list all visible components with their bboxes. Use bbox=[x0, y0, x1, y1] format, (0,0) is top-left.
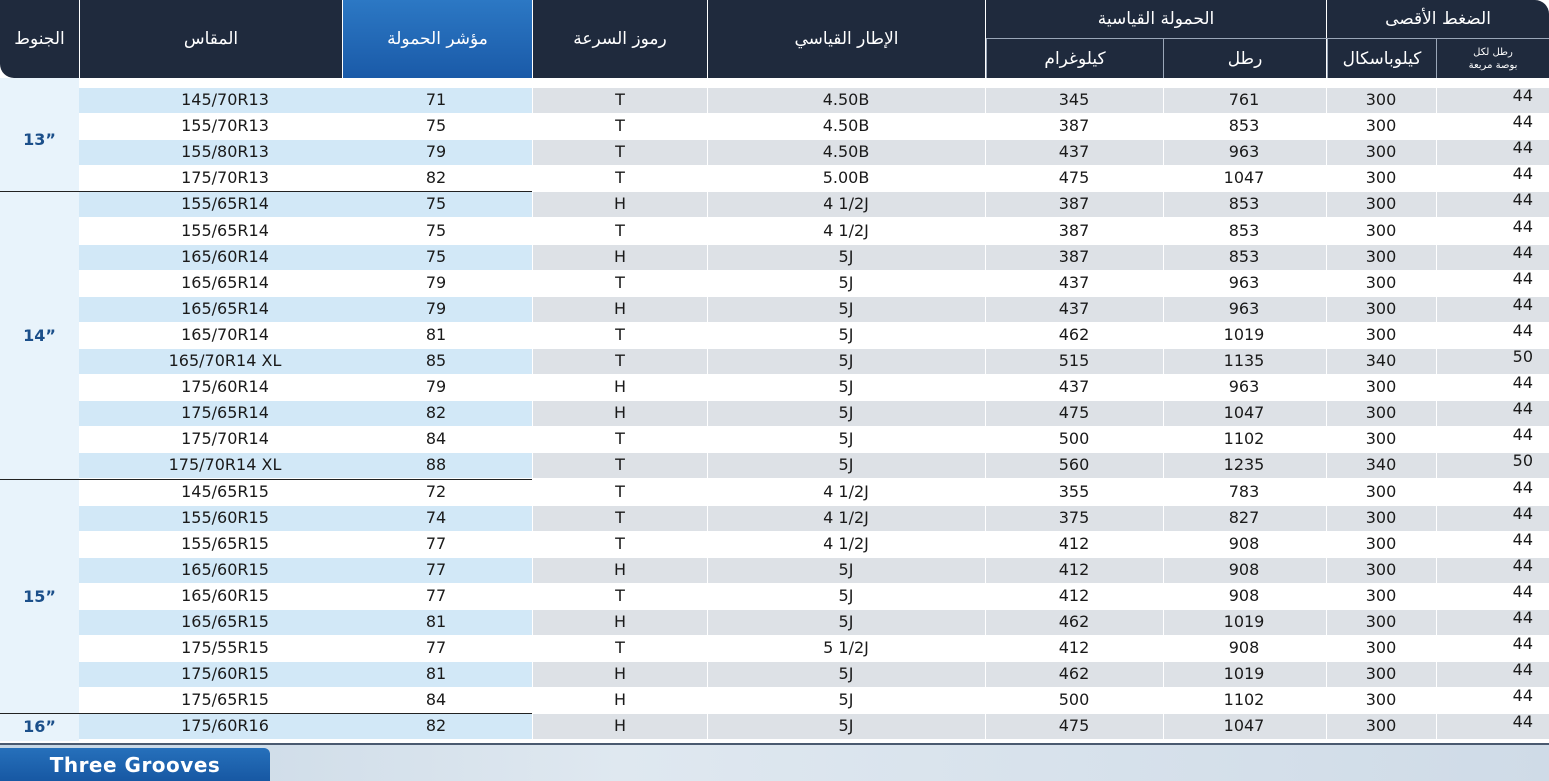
cell-kg: 345 bbox=[1058, 90, 1090, 109]
cell-size: 175/60R16 bbox=[181, 716, 269, 736]
cell-rim: 4 1/2J bbox=[823, 507, 869, 527]
cell-size: 175/60R14 bbox=[181, 377, 269, 397]
cell-speed: T bbox=[615, 168, 625, 188]
cell-speed: H bbox=[613, 403, 627, 423]
table-row bbox=[0, 583, 1549, 609]
cell-speed: H bbox=[613, 612, 627, 631]
cell-speed: H bbox=[613, 194, 627, 214]
cell-lb: 761 bbox=[1228, 90, 1260, 109]
header-kg bbox=[986, 39, 1163, 78]
cell-rim: 5J bbox=[838, 246, 854, 266]
cell-psi: 44 bbox=[1512, 503, 1533, 523]
cell-kpa: 300 bbox=[1365, 690, 1397, 710]
cell-load: 79 bbox=[425, 298, 447, 318]
header-standard-load-label: الحمولة القياسية bbox=[1097, 9, 1215, 29]
cell-psi: 44 bbox=[1512, 634, 1533, 654]
cell-size: 145/70R13 bbox=[181, 90, 269, 109]
cell-size: 155/60R15 bbox=[181, 507, 269, 527]
header-speed-label: رموز السرعة bbox=[573, 29, 667, 49]
cell-lb: 963 bbox=[1228, 272, 1260, 292]
cell-speed: H bbox=[613, 559, 627, 579]
cell-kg: 475 bbox=[1058, 403, 1090, 423]
cell-kg: 437 bbox=[1058, 377, 1090, 397]
table-row bbox=[0, 296, 1549, 322]
cell-kpa: 300 bbox=[1365, 716, 1397, 736]
cell-load: 82 bbox=[425, 168, 447, 188]
cell-rim: 5J bbox=[838, 429, 854, 449]
cell-speed: T bbox=[615, 324, 625, 344]
cell-size: 175/65R14 bbox=[181, 403, 269, 423]
cell-kpa: 300 bbox=[1365, 90, 1397, 109]
cell-rim: 5J bbox=[838, 272, 854, 292]
column-divider bbox=[1326, 78, 1327, 741]
cell-size: 175/70R14 XL bbox=[168, 455, 282, 475]
cell-lb: 783 bbox=[1228, 481, 1260, 501]
cell-load: 74 bbox=[425, 507, 447, 527]
cell-psi: 44 bbox=[1512, 555, 1533, 575]
cell-load: 77 bbox=[425, 559, 447, 579]
column-divider bbox=[707, 78, 708, 741]
cell-speed: T bbox=[615, 455, 625, 475]
header-lb bbox=[1163, 39, 1326, 78]
table-row bbox=[0, 139, 1549, 165]
cell-rim: 5J bbox=[838, 403, 854, 423]
cell-lb: 1102 bbox=[1223, 690, 1265, 710]
table-row bbox=[0, 374, 1549, 400]
cell-size: 175/55R15 bbox=[181, 638, 269, 658]
cell-lb: 1047 bbox=[1223, 403, 1265, 423]
cell-rim: 5J bbox=[838, 351, 854, 370]
cell-rim: 5J bbox=[838, 324, 854, 344]
cell-load: 84 bbox=[425, 429, 447, 449]
cell-load: 88 bbox=[425, 455, 447, 475]
cell-lb: 908 bbox=[1228, 559, 1260, 579]
cell-load: 77 bbox=[425, 638, 447, 658]
cell-rim: 4 1/2J bbox=[823, 220, 869, 240]
header-max-pressure-label: الضغط الأقصى bbox=[1385, 9, 1491, 29]
cell-speed: H bbox=[613, 716, 627, 736]
cell-load: 81 bbox=[425, 664, 447, 684]
header-kg-label: كيلوغرام bbox=[1044, 48, 1106, 69]
cell-rim: 5J bbox=[838, 690, 854, 710]
table-row bbox=[0, 113, 1549, 139]
cell-kg: 387 bbox=[1058, 220, 1090, 240]
cell-size: 155/80R13 bbox=[181, 142, 269, 162]
cell-lb: 1019 bbox=[1223, 664, 1265, 684]
cell-lb: 1135 bbox=[1223, 351, 1265, 370]
cell-load: 79 bbox=[425, 272, 447, 292]
cell-lb: 963 bbox=[1228, 142, 1260, 162]
cell-kg: 500 bbox=[1058, 429, 1090, 449]
cell-speed: H bbox=[613, 664, 627, 684]
header-load-index-label: مؤشر الحمولة bbox=[387, 29, 488, 49]
cell-kg: 462 bbox=[1058, 324, 1090, 344]
cell-speed: T bbox=[615, 90, 625, 109]
cell-kg: 475 bbox=[1058, 168, 1090, 188]
cell-kg: 412 bbox=[1058, 585, 1090, 605]
cell-kpa: 300 bbox=[1365, 559, 1397, 579]
cell-lb: 827 bbox=[1228, 507, 1260, 527]
table-row bbox=[0, 191, 1549, 217]
cell-kg: 437 bbox=[1058, 298, 1090, 318]
cell-kg: 437 bbox=[1058, 142, 1090, 162]
rim-group-label: 15” bbox=[23, 586, 56, 606]
cell-speed: T bbox=[615, 481, 625, 501]
cell-psi: 44 bbox=[1512, 373, 1533, 393]
cell-rim: 4.50B bbox=[822, 142, 870, 162]
cell-size: 165/60R14 bbox=[181, 246, 269, 266]
header-speed bbox=[533, 0, 707, 78]
table-row bbox=[0, 244, 1549, 270]
header-load-index bbox=[343, 0, 532, 78]
cell-load: 77 bbox=[425, 533, 447, 553]
cell-size: 175/70R13 bbox=[181, 168, 269, 188]
cell-kpa: 300 bbox=[1365, 194, 1397, 214]
cell-rim: 4 1/2J bbox=[823, 194, 869, 214]
cell-size: 155/65R15 bbox=[181, 533, 269, 553]
cell-kg: 500 bbox=[1058, 690, 1090, 710]
table-row bbox=[0, 479, 1549, 505]
cell-lb: 963 bbox=[1228, 298, 1260, 318]
table-row bbox=[0, 531, 1549, 557]
cell-kpa: 300 bbox=[1365, 638, 1397, 658]
cell-rim: 4 1/2J bbox=[823, 481, 869, 501]
table-row bbox=[0, 348, 1549, 374]
cell-size: 165/65R14 bbox=[181, 298, 269, 318]
header-lb-label: رطل bbox=[1227, 48, 1263, 69]
cell-psi: 50 bbox=[1512, 347, 1533, 366]
table-row bbox=[0, 270, 1549, 296]
cell-kpa: 340 bbox=[1365, 455, 1397, 475]
cell-speed: T bbox=[615, 585, 625, 605]
cell-psi: 44 bbox=[1512, 477, 1533, 497]
three-grooves-tab[interactable] bbox=[0, 748, 270, 781]
table-row bbox=[0, 505, 1549, 531]
cell-lb: 963 bbox=[1228, 377, 1260, 397]
cell-size: 165/65R15 bbox=[181, 612, 269, 631]
rim-group-label: 14” bbox=[23, 325, 56, 345]
cell-load: 79 bbox=[425, 377, 447, 397]
cell-kg: 462 bbox=[1058, 612, 1090, 631]
table-row bbox=[0, 87, 1549, 113]
cell-kpa: 300 bbox=[1365, 403, 1397, 423]
cell-kpa: 300 bbox=[1365, 116, 1397, 136]
cell-psi: 44 bbox=[1512, 216, 1533, 236]
cell-size: 175/60R15 bbox=[181, 664, 269, 684]
cell-load: 75 bbox=[425, 116, 447, 136]
cell-speed: T bbox=[615, 638, 625, 658]
cell-lb: 853 bbox=[1228, 246, 1260, 266]
cell-kg: 355 bbox=[1058, 481, 1090, 501]
cell-size: 155/70R13 bbox=[181, 116, 269, 136]
cell-kpa: 300 bbox=[1365, 533, 1397, 553]
cell-load: 84 bbox=[425, 690, 447, 710]
cell-kpa: 340 bbox=[1365, 351, 1397, 370]
cell-load: 75 bbox=[425, 194, 447, 214]
header-kpa bbox=[1327, 39, 1436, 78]
group-separator bbox=[0, 191, 532, 192]
cell-rim: 5J bbox=[838, 612, 854, 631]
cell-kg: 560 bbox=[1058, 455, 1090, 475]
cell-psi: 44 bbox=[1512, 86, 1533, 105]
header-psi-line2: بوصة مربعة bbox=[1468, 59, 1518, 71]
table-row bbox=[0, 218, 1549, 244]
rim-group-label: 16” bbox=[23, 717, 56, 737]
table-row bbox=[0, 452, 1549, 478]
cell-kpa: 300 bbox=[1365, 612, 1397, 631]
cell-load: 72 bbox=[425, 481, 447, 501]
footer-rule bbox=[0, 743, 1549, 745]
header-rim-label: الجنوط bbox=[14, 29, 65, 49]
cell-psi: 44 bbox=[1512, 425, 1533, 445]
column-divider bbox=[532, 78, 533, 741]
header-rim bbox=[0, 0, 79, 78]
cell-lb: 1047 bbox=[1223, 716, 1265, 736]
cell-psi: 44 bbox=[1512, 268, 1533, 288]
cell-kg: 515 bbox=[1058, 351, 1090, 370]
cell-size: 175/70R14 bbox=[181, 429, 269, 449]
cell-psi: 44 bbox=[1512, 164, 1533, 184]
cell-rim: 5J bbox=[838, 377, 854, 397]
cell-rim: 5 1/2J bbox=[823, 638, 869, 658]
table-row bbox=[0, 713, 1549, 739]
header-psi bbox=[1436, 39, 1549, 78]
cell-size: 155/65R14 bbox=[181, 220, 269, 240]
cell-kpa: 300 bbox=[1365, 585, 1397, 605]
cell-psi: 44 bbox=[1512, 581, 1533, 601]
cell-psi: 44 bbox=[1512, 190, 1533, 210]
cell-kg: 375 bbox=[1058, 507, 1090, 527]
cell-psi: 44 bbox=[1512, 294, 1533, 314]
cell-size: 155/65R14 bbox=[181, 194, 269, 214]
cell-kg: 387 bbox=[1058, 246, 1090, 266]
cell-psi: 44 bbox=[1512, 660, 1533, 680]
cell-load: 85 bbox=[425, 351, 447, 370]
cell-lb: 853 bbox=[1228, 194, 1260, 214]
three-grooves-label: Three Grooves bbox=[49, 752, 221, 777]
cell-kpa: 300 bbox=[1365, 272, 1397, 292]
cell-speed: T bbox=[615, 272, 625, 292]
cell-rim: 5J bbox=[838, 455, 854, 475]
cell-load: 79 bbox=[425, 142, 447, 162]
cell-kpa: 300 bbox=[1365, 377, 1397, 397]
cell-rim: 5J bbox=[838, 585, 854, 605]
cell-lb: 1019 bbox=[1223, 324, 1265, 344]
table-row bbox=[0, 322, 1549, 348]
header-rim-standard-label: الإطار القياسي bbox=[794, 29, 899, 49]
cell-psi: 44 bbox=[1512, 242, 1533, 262]
cell-size: 165/65R14 bbox=[181, 272, 269, 292]
cell-psi: 44 bbox=[1512, 112, 1533, 132]
cell-psi: 44 bbox=[1512, 712, 1533, 732]
cell-rim: 5J bbox=[838, 298, 854, 318]
column-divider bbox=[985, 78, 986, 741]
cell-kpa: 300 bbox=[1365, 220, 1397, 240]
cell-lb: 853 bbox=[1228, 220, 1260, 240]
cell-load: 75 bbox=[425, 220, 447, 240]
cell-size: 145/65R15 bbox=[181, 481, 269, 501]
cell-lb: 908 bbox=[1228, 638, 1260, 658]
cell-kpa: 300 bbox=[1365, 481, 1397, 501]
table-row bbox=[0, 687, 1549, 713]
table-row bbox=[0, 400, 1549, 426]
cell-size: 165/60R15 bbox=[181, 559, 269, 579]
cell-kg: 387 bbox=[1058, 194, 1090, 214]
cell-lb: 1047 bbox=[1223, 168, 1265, 188]
table-row bbox=[0, 557, 1549, 583]
cell-kpa: 300 bbox=[1365, 324, 1397, 344]
cell-load: 71 bbox=[425, 90, 447, 109]
table-row bbox=[0, 426, 1549, 452]
cell-kg: 387 bbox=[1058, 116, 1090, 136]
cell-size: 165/70R14 XL bbox=[168, 351, 282, 370]
table-row bbox=[0, 165, 1549, 191]
cell-lb: 853 bbox=[1228, 116, 1260, 136]
group-separator bbox=[0, 479, 532, 480]
rim-group-label: 13” bbox=[23, 130, 56, 150]
cell-kg: 437 bbox=[1058, 272, 1090, 292]
cell-size: 165/70R14 bbox=[181, 324, 269, 344]
cell-rim: 5J bbox=[838, 664, 854, 684]
cell-speed: H bbox=[613, 690, 627, 710]
cell-speed: T bbox=[615, 142, 625, 162]
cell-size: 175/65R15 bbox=[181, 690, 269, 710]
table-row bbox=[0, 609, 1549, 635]
cell-lb: 1235 bbox=[1223, 455, 1265, 475]
cell-lb: 908 bbox=[1228, 533, 1260, 553]
cell-kpa: 300 bbox=[1365, 664, 1397, 684]
header-size bbox=[80, 0, 342, 78]
header-kpa-label: كيلوباسكال bbox=[1342, 48, 1422, 69]
cell-speed: T bbox=[615, 351, 625, 370]
header-rim-standard bbox=[708, 0, 985, 78]
cell-psi: 44 bbox=[1512, 138, 1533, 158]
group-separator bbox=[0, 713, 532, 714]
cell-load: 81 bbox=[425, 612, 447, 631]
cell-kg: 412 bbox=[1058, 533, 1090, 553]
cell-lb: 908 bbox=[1228, 585, 1260, 605]
header-subdivider bbox=[986, 38, 1549, 39]
cell-load: 81 bbox=[425, 324, 447, 344]
cell-lb: 1019 bbox=[1223, 612, 1265, 631]
cell-load: 75 bbox=[425, 246, 447, 266]
cell-kpa: 300 bbox=[1365, 168, 1397, 188]
cell-speed: H bbox=[613, 377, 627, 397]
cell-kpa: 300 bbox=[1365, 246, 1397, 266]
cell-load: 77 bbox=[425, 585, 447, 605]
header-max-pressure bbox=[1327, 0, 1549, 38]
column-divider bbox=[1163, 78, 1164, 741]
cell-load: 82 bbox=[425, 716, 447, 736]
cell-psi: 44 bbox=[1512, 320, 1533, 340]
cell-kpa: 300 bbox=[1365, 429, 1397, 449]
cell-kg: 475 bbox=[1058, 716, 1090, 736]
cell-rim: 5.00B bbox=[822, 168, 870, 188]
table-row bbox=[0, 661, 1549, 687]
header-standard-load bbox=[986, 0, 1326, 38]
column-divider bbox=[1436, 78, 1437, 741]
cell-rim: 4 1/2J bbox=[823, 533, 869, 553]
cell-speed: T bbox=[615, 507, 625, 527]
cell-kpa: 300 bbox=[1365, 507, 1397, 527]
cell-rim: 5J bbox=[838, 716, 854, 736]
cell-psi: 44 bbox=[1512, 399, 1533, 419]
cell-kg: 412 bbox=[1058, 638, 1090, 658]
cell-kg: 462 bbox=[1058, 664, 1090, 684]
cell-rim: 4.50B bbox=[822, 116, 870, 136]
cell-rim: 5J bbox=[838, 559, 854, 579]
cell-psi: 44 bbox=[1512, 608, 1533, 627]
cell-load: 82 bbox=[425, 403, 447, 423]
cell-speed: H bbox=[613, 298, 627, 318]
cell-speed: T bbox=[615, 116, 625, 136]
cell-rim: 4.50B bbox=[822, 90, 870, 109]
table-row bbox=[0, 635, 1549, 661]
header-size-label: المقاس bbox=[183, 29, 239, 49]
cell-lb: 1102 bbox=[1223, 429, 1265, 449]
cell-kpa: 300 bbox=[1365, 298, 1397, 318]
cell-speed: H bbox=[613, 246, 627, 266]
cell-speed: T bbox=[615, 429, 625, 449]
cell-size: 165/60R15 bbox=[181, 585, 269, 605]
cell-speed: T bbox=[615, 220, 625, 240]
cell-kpa: 300 bbox=[1365, 142, 1397, 162]
header-psi-line1: رطل لكل bbox=[1473, 46, 1513, 58]
cell-psi: 50 bbox=[1512, 451, 1533, 471]
cell-psi: 44 bbox=[1512, 686, 1533, 706]
cell-speed: T bbox=[615, 533, 625, 553]
cell-psi: 44 bbox=[1512, 529, 1533, 549]
cell-kg: 412 bbox=[1058, 559, 1090, 579]
